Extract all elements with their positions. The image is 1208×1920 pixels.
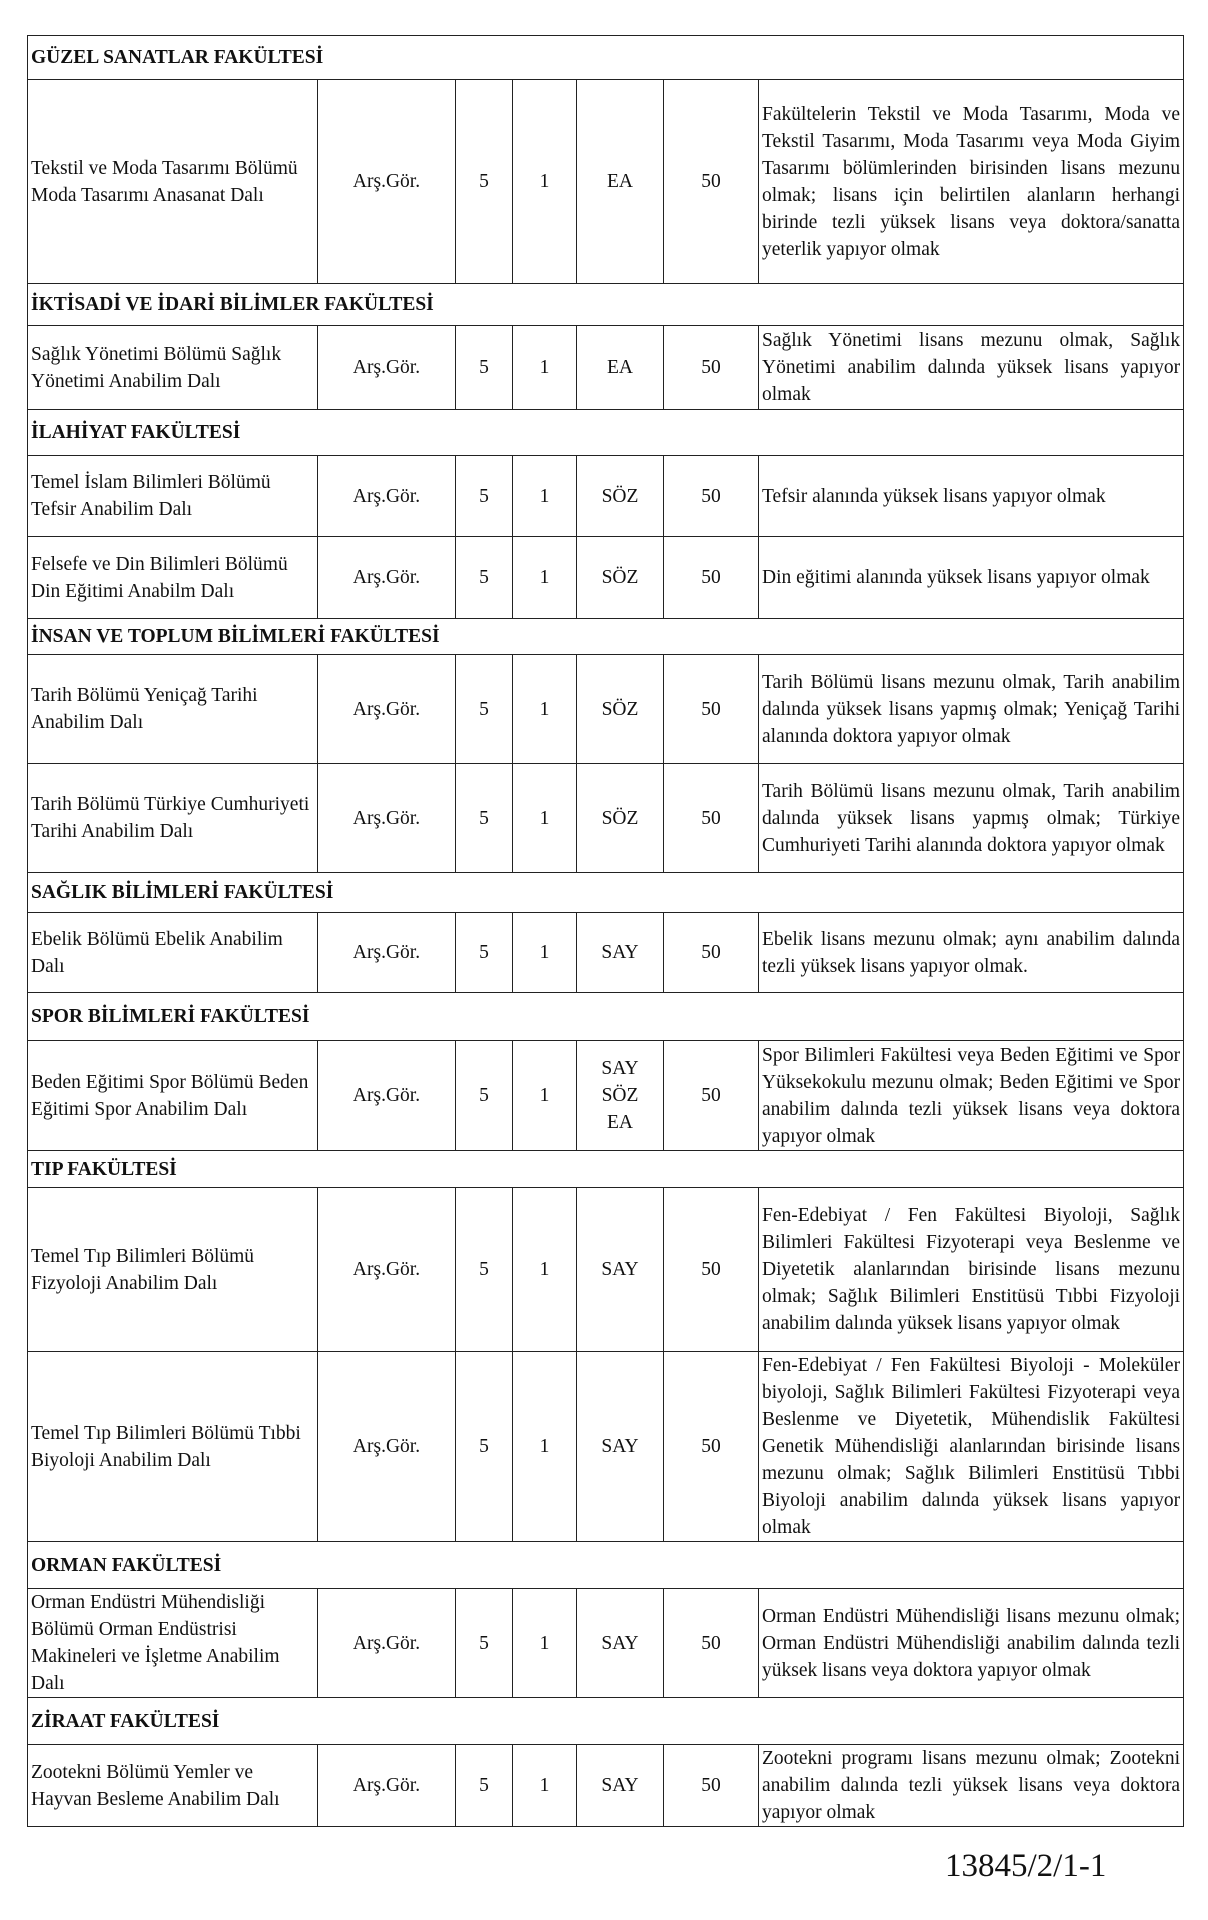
title-cell: Arş.Gör. bbox=[318, 1589, 456, 1698]
exam-type: SÖZ bbox=[601, 1085, 639, 1106]
count-cell: 1 bbox=[513, 326, 577, 410]
requirements-cell: Sağlık Yönetimi lisans mezunu olmak, Sağlık Yönetimi anabilim dalında yüksek lisans yapıyor olmak bbox=[759, 326, 1184, 410]
table-row bbox=[28, 655, 1184, 764]
ales-score-cell: 50 bbox=[664, 326, 759, 410]
table-row bbox=[28, 80, 1184, 284]
faculty-name: TIP FAKÜLTESİ bbox=[28, 1151, 1184, 1188]
ales-score-cell: 50 bbox=[664, 764, 759, 873]
degree-cell: 5 bbox=[456, 537, 513, 619]
requirements-cell: Tarih Bölümü lisans mezunu olmak, Tarih anabilim dalında yüksek lisans yapmış olmak; Türkiye Cumhuriyeti Tarihi alanında doktora yapıyor olmak bbox=[759, 764, 1184, 873]
degree-cell: 5 bbox=[456, 456, 513, 537]
department-cell: Beden Eğitimi Spor Bölümü Beden Eğitimi Spor Anabilim Dalı bbox=[28, 1041, 318, 1151]
title-cell: Arş.Gör. bbox=[318, 913, 456, 993]
department-cell: Zootekni Bölümü Yemler ve Hayvan Besleme Anabilim Dalı bbox=[28, 1745, 318, 1827]
table-row bbox=[28, 764, 1184, 873]
faculty-header-row bbox=[28, 1151, 1184, 1188]
ales-score-cell: 50 bbox=[664, 456, 759, 537]
requirements-cell: Tefsir alanında yüksek lisans yapıyor olmak bbox=[759, 456, 1184, 537]
faculty-name: İLAHİYAT FAKÜLTESİ bbox=[28, 410, 1184, 456]
table-row bbox=[28, 913, 1184, 993]
exam-type: EA bbox=[607, 1112, 633, 1133]
table-row bbox=[28, 1352, 1184, 1542]
exam-type-cell: SÖZ bbox=[577, 764, 664, 873]
table-row bbox=[28, 456, 1184, 537]
ales-score-cell: 50 bbox=[664, 913, 759, 993]
requirements-cell: Tarih Bölümü lisans mezunu olmak, Tarih anabilim dalında yüksek lisans yapmış olmak; Yeniçağ Tarihi alanında doktora yapıyor olmak bbox=[759, 655, 1184, 764]
title-cell: Arş.Gör. bbox=[318, 1041, 456, 1151]
requirements-cell: Ebelik lisans mezunu olmak; aynı anabilim dalında tezli yüksek lisans yapıyor olmak. bbox=[759, 913, 1184, 993]
exam-type-cell: SAY bbox=[577, 1745, 664, 1827]
department-cell: Felsefe ve Din Bilimleri Bölümü Din Eğitimi Anabilm Dalı bbox=[28, 537, 318, 619]
faculty-header-row bbox=[28, 1542, 1184, 1589]
faculty-name: ORMAN FAKÜLTESİ bbox=[28, 1542, 1184, 1589]
count-cell: 1 bbox=[513, 537, 577, 619]
exam-type-cell bbox=[577, 1041, 664, 1151]
title-cell: Arş.Gör. bbox=[318, 326, 456, 410]
faculty-name: İNSAN VE TOPLUM BİLİMLERİ FAKÜLTESİ bbox=[28, 619, 1184, 655]
count-cell: 1 bbox=[513, 764, 577, 873]
degree-cell: 5 bbox=[456, 1352, 513, 1542]
degree-cell: 5 bbox=[456, 1188, 513, 1352]
faculty-header-row bbox=[28, 36, 1184, 80]
exam-type-cell: SAY bbox=[577, 913, 664, 993]
department-cell: Sağlık Yönetimi Bölümü Sağlık Yönetimi Anabilim Dalı bbox=[28, 326, 318, 410]
table-row bbox=[28, 537, 1184, 619]
count-cell: 1 bbox=[513, 1352, 577, 1542]
positions-table bbox=[27, 35, 1184, 1827]
department-cell: Tarih Bölümü Türkiye Cumhuriyeti Tarihi Anabilim Dalı bbox=[28, 764, 318, 873]
department-cell: Ebelik Bölümü Ebelik Anabilim Dalı bbox=[28, 913, 318, 993]
faculty-header-row bbox=[28, 619, 1184, 655]
faculty-header-row bbox=[28, 873, 1184, 913]
degree-cell: 5 bbox=[456, 80, 513, 284]
exam-type-cell: EA bbox=[577, 80, 664, 284]
requirements-cell: Orman Endüstri Mühendisliği lisans mezunu olmak; Orman Endüstri Mühendisliği anabilim dalında tezli yüksek lisans veya doktora yapıyor olmak bbox=[759, 1589, 1184, 1698]
exam-type-cell: SAY bbox=[577, 1188, 664, 1352]
ales-score-cell: 50 bbox=[664, 655, 759, 764]
faculty-name: SAĞLIK BİLİMLERİ FAKÜLTESİ bbox=[28, 873, 1184, 913]
table-row bbox=[28, 326, 1184, 410]
title-cell: Arş.Gör. bbox=[318, 1745, 456, 1827]
department-cell: Tekstil ve Moda Tasarımı Bölümü Moda Tasarımı Anasanat Dalı bbox=[28, 80, 318, 284]
exam-type-cell: EA bbox=[577, 326, 664, 410]
department-cell: Tarih Bölümü Yeniçağ Tarihi Anabilim Dalı bbox=[28, 655, 318, 764]
title-cell: Arş.Gör. bbox=[318, 1352, 456, 1542]
exam-type: SAY bbox=[601, 1058, 639, 1079]
count-cell: 1 bbox=[513, 1041, 577, 1151]
degree-cell: 5 bbox=[456, 1745, 513, 1827]
document-reference-code: 13845/2/1-1 bbox=[945, 1848, 1107, 1884]
degree-cell: 5 bbox=[456, 1041, 513, 1151]
faculty-header-row bbox=[28, 1698, 1184, 1745]
faculty-name: ZİRAAT FAKÜLTESİ bbox=[28, 1698, 1184, 1745]
ales-score-cell: 50 bbox=[664, 1589, 759, 1698]
ales-score-cell: 50 bbox=[664, 80, 759, 284]
table-row bbox=[28, 1041, 1184, 1151]
count-cell: 1 bbox=[513, 456, 577, 537]
requirements-cell: Fen-Edebiyat / Fen Fakültesi Biyoloji - Moleküler biyoloji, Sağlık Bilimleri Fakültesi Fizyoterapi veya Beslenme ve Diyetetik, Mühendislik Fakültesi Genetik Mühendisliği alanlarından birisinde lisans mezunu olmak; Sağlık Bilimleri Enstitüsü Tıbbi Biyoloji anabilim dalında yüksek lisans yapıyor olmak bbox=[759, 1352, 1184, 1542]
degree-cell: 5 bbox=[456, 326, 513, 410]
faculty-name: İKTİSADİ VE İDARİ BİLİMLER FAKÜLTESİ bbox=[28, 284, 1184, 326]
ales-score-cell: 50 bbox=[664, 1745, 759, 1827]
count-cell: 1 bbox=[513, 1589, 577, 1698]
degree-cell: 5 bbox=[456, 764, 513, 873]
count-cell: 1 bbox=[513, 1188, 577, 1352]
ales-score-cell: 50 bbox=[664, 1188, 759, 1352]
requirements-cell: Spor Bilimleri Fakültesi veya Beden Eğitimi ve Spor Yüksekokulu mezunu olmak; Beden Eğitimi ve Spor anabilim dalında tezli yüksek lisans veya doktora yapıyor olmak bbox=[759, 1041, 1184, 1151]
degree-cell: 5 bbox=[456, 655, 513, 764]
faculty-name: SPOR BİLİMLERİ FAKÜLTESİ bbox=[28, 993, 1184, 1041]
ales-score-cell: 50 bbox=[664, 537, 759, 619]
title-cell: Arş.Gör. bbox=[318, 537, 456, 619]
department-cell: Temel Tıp Bilimleri Bölümü Fizyoloji Anabilim Dalı bbox=[28, 1188, 318, 1352]
requirements-cell: Fen-Edebiyat / Fen Fakültesi Biyoloji, Sağlık Bilimleri Fakültesi Fizyoterapi veya Beslenme ve Diyetetik alanlarından birisinde lisans mezunu olmak; Sağlık Bilimleri Enstitüsü Tıbbi Fizyoloji anabilim dalında yüksek lisans yapıyor olmak bbox=[759, 1188, 1184, 1352]
department-cell: Temel İslam Bilimleri Bölümü Tefsir Anabilim Dalı bbox=[28, 456, 318, 537]
degree-cell: 5 bbox=[456, 913, 513, 993]
count-cell: 1 bbox=[513, 80, 577, 284]
requirements-cell: Fakültelerin Tekstil ve Moda Tasarımı, Moda ve Tekstil Tasarımı, Moda Tasarımı veya Moda Giyim Tasarımı bölümlerinden birisinden lisans mezunu olmak; lisans için belirtilen alanların herhangi birinde tezli yüksek lisans veya doktora/sanatta yeterlik yapıyor olmak bbox=[759, 80, 1184, 284]
title-cell: Arş.Gör. bbox=[318, 456, 456, 537]
count-cell: 1 bbox=[513, 913, 577, 993]
faculty-name: GÜZEL SANATLAR FAKÜLTESİ bbox=[28, 36, 1184, 80]
title-cell: Arş.Gör. bbox=[318, 1188, 456, 1352]
requirements-cell: Zootekni programı lisans mezunu olmak; Zootekni anabilim dalında tezli yüksek lisans veya doktora yapıyor olmak bbox=[759, 1745, 1184, 1827]
faculty-header-row bbox=[28, 993, 1184, 1041]
table-row bbox=[28, 1745, 1184, 1827]
department-cell: Temel Tıp Bilimleri Bölümü Tıbbi Biyoloji Anabilim Dalı bbox=[28, 1352, 318, 1542]
department-cell: Orman Endüstri Mühendisliği Bölümü Orman Endüstrisi Makineleri ve İşletme Anabilim Dalı bbox=[28, 1589, 318, 1698]
faculty-header-row bbox=[28, 410, 1184, 456]
requirements-cell: Din eğitimi alanında yüksek lisans yapıyor olmak bbox=[759, 537, 1184, 619]
table-row bbox=[28, 1589, 1184, 1698]
count-cell: 1 bbox=[513, 655, 577, 764]
title-cell: Arş.Gör. bbox=[318, 764, 456, 873]
exam-type-cell: SÖZ bbox=[577, 456, 664, 537]
count-cell: 1 bbox=[513, 1745, 577, 1827]
table-row bbox=[28, 1188, 1184, 1352]
degree-cell: 5 bbox=[456, 1589, 513, 1698]
ales-score-cell: 50 bbox=[664, 1352, 759, 1542]
exam-type-cell: SAY bbox=[577, 1589, 664, 1698]
ales-score-cell: 50 bbox=[664, 1041, 759, 1151]
title-cell: Arş.Gör. bbox=[318, 80, 456, 284]
exam-type-cell: SÖZ bbox=[577, 537, 664, 619]
title-cell: Arş.Gör. bbox=[318, 655, 456, 764]
exam-type-cell: SAY bbox=[577, 1352, 664, 1542]
faculty-header-row bbox=[28, 284, 1184, 326]
exam-type-cell: SÖZ bbox=[577, 655, 664, 764]
